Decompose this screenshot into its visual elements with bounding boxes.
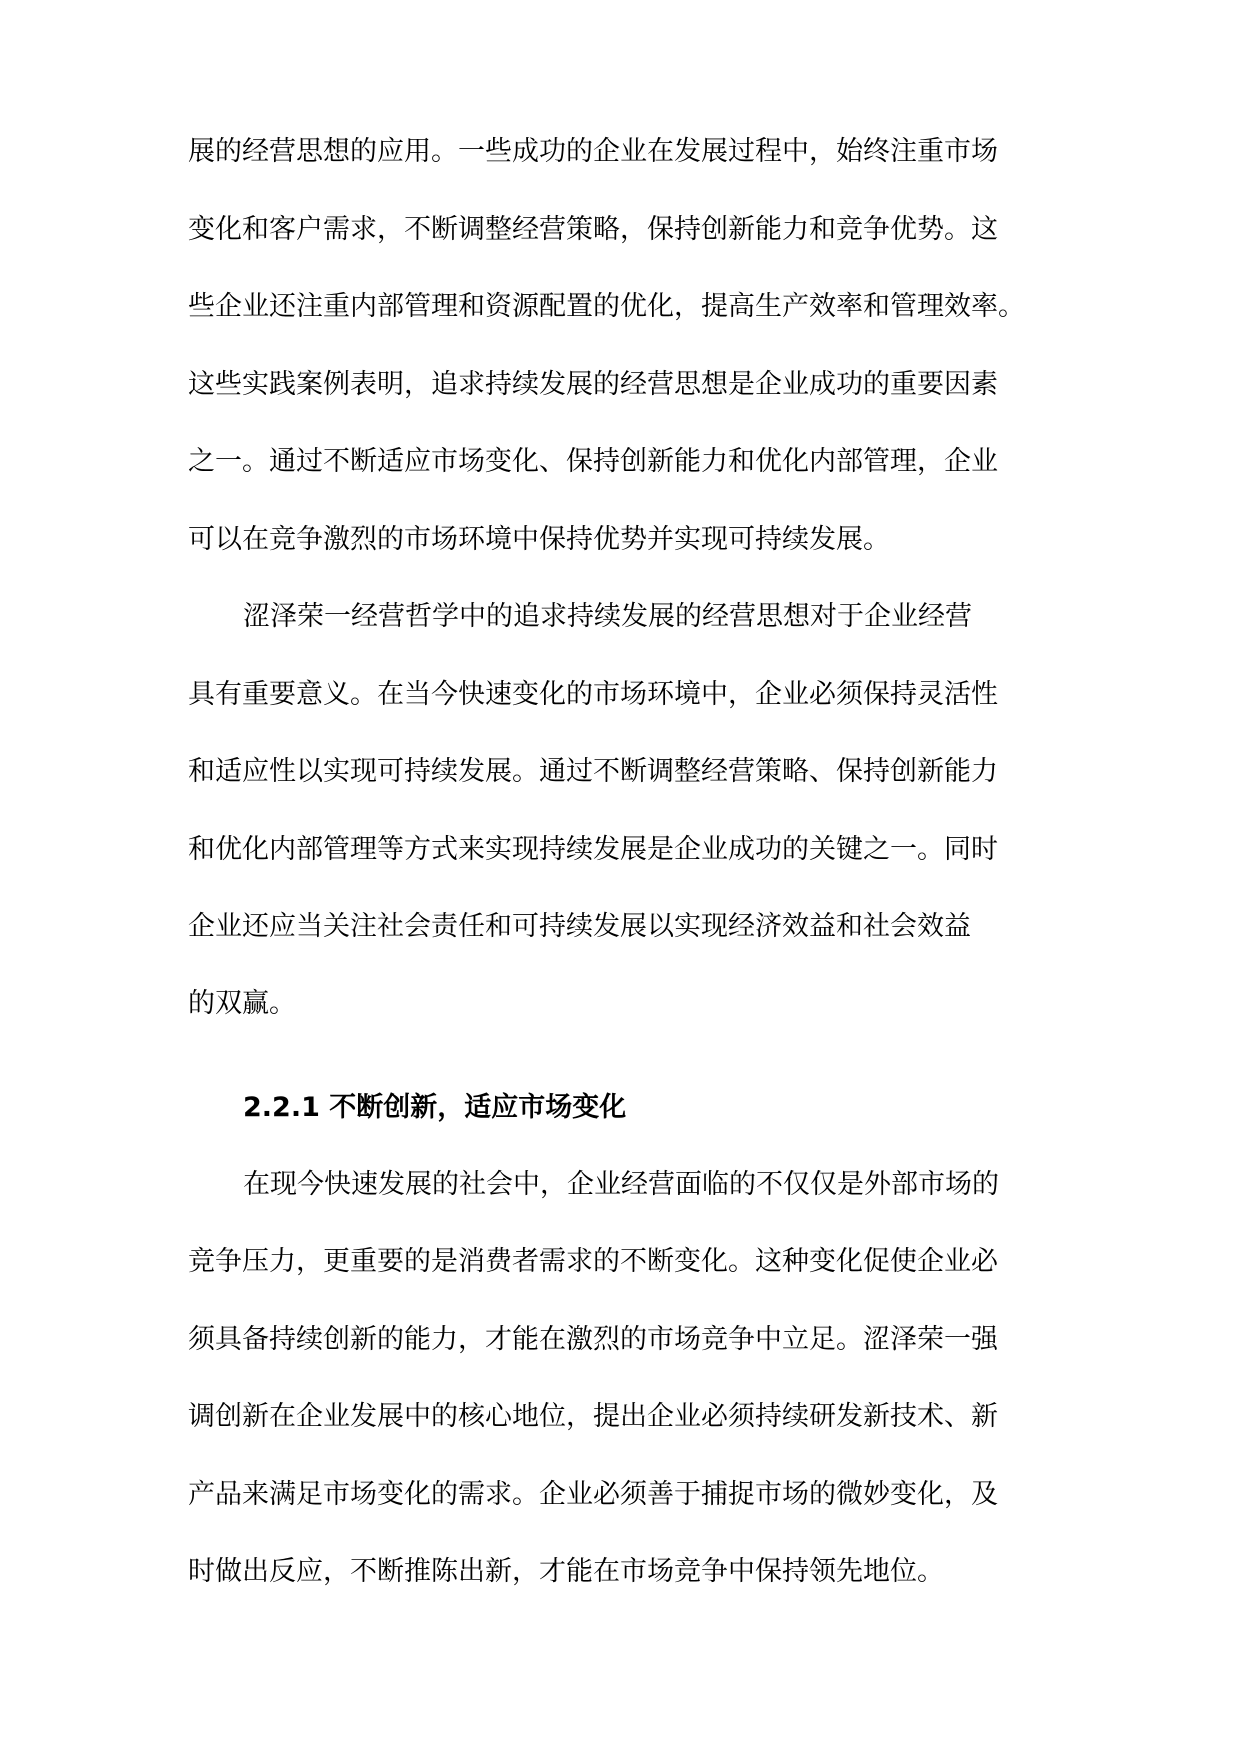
text-line: 具有重要意义。在当今快速变化的市场环境中，企业必须保持灵活性 xyxy=(188,679,998,710)
text-line: 展的经营思想的应用。一些成功的企业在发展过程中，始终注重市场 xyxy=(188,136,998,167)
text-line: 竞争压力，更重要的是消费者需求的不断变化。这种变化促使企业必 xyxy=(188,1246,998,1277)
text-line: 这些实践案例表明，追求持续发展的经营思想是企业成功的重要因素 xyxy=(188,369,998,400)
text-line: 调创新在企业发展中的核心地位，提出企业必须持续研发新技术、新 xyxy=(188,1401,998,1432)
text-line: 变化和客户需求，不断调整经营策略，保持创新能力和竞争优势。这 xyxy=(188,214,998,245)
text-line: 的双赢。 xyxy=(188,988,296,1019)
text-line: 和适应性以实现可持续发展。通过不断调整经营策略、保持创新能力 xyxy=(188,756,998,787)
text-line: 须具备持续创新的能力，才能在激烈的市场竞争中立足。涩泽荣一强 xyxy=(188,1324,998,1355)
text-line: 可以在竞争激烈的市场环境中保持优势并实现可持续发展。 xyxy=(188,524,890,555)
text-line: 在现今快速发展的社会中，企业经营面临的不仅仅是外部市场的 xyxy=(243,1169,999,1200)
text-line: 些企业还注重内部管理和资源配置的优化，提高生产效率和管理效率。 xyxy=(188,291,1025,322)
text-line: 之一。通过不断适应市场变化、保持创新能力和优化内部管理，企业 xyxy=(188,446,998,477)
text-line: 企业还应当关注社会责任和可持续发展以实现经济效益和社会效益 xyxy=(188,911,971,942)
text-line: 时做出反应，不断推陈出新，才能在市场竞争中保持领先地位。 xyxy=(188,1556,944,1587)
text-line: 和优化内部管理等方式来实现持续发展是企业成功的关键之一。同时 xyxy=(188,834,998,865)
text-line: 涩泽荣一经营哲学中的追求持续发展的经营思想对于企业经营 xyxy=(243,601,972,632)
text-line: 产品来满足市场变化的需求。企业必须善于捕捉市场的微妙变化，及 xyxy=(188,1479,998,1510)
section-heading: 2.2.1 不断创新，适应市场变化 xyxy=(243,1092,627,1123)
